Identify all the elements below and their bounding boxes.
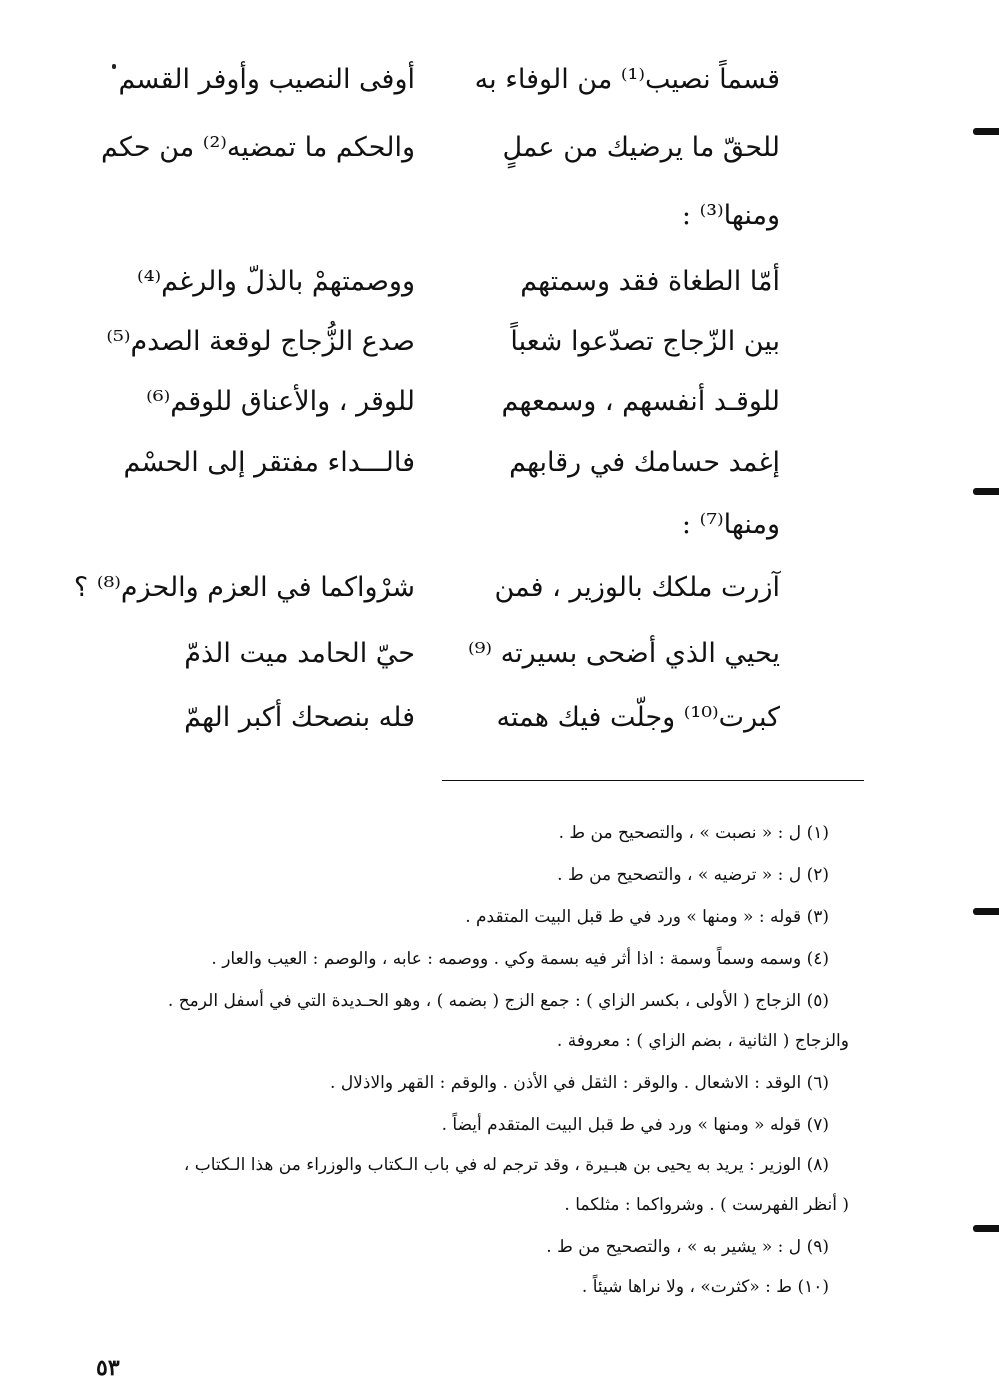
verse-7-first-hemistich: آزرت ملكك بالوزير ، فمن xyxy=(494,572,780,603)
verse-8-second-hemistich: حيّ الحامد ميت الذمّ xyxy=(184,638,415,669)
verse-1-second-hemistich: أوفى النصيب وأوفر القسم xyxy=(118,64,415,95)
footnote-8-continuation: ( أنظر الفهرست ) . وشرواكما : مثلكما . xyxy=(564,1195,849,1215)
verse-5-second-hemistich: للوقر ، والأعناق للوقم⁽⁶⁾ xyxy=(146,386,415,417)
footnote-3: (٣) قوله : « ومنها » ورد في ط قبل البيت المتقدم . xyxy=(465,907,829,927)
section-intro-2: ومنها⁽⁷⁾ : xyxy=(681,509,780,540)
verse-8-first-hemistich: يحيي الذي أضحى بسيرته ⁽⁹⁾ xyxy=(467,638,780,669)
scan-edge-mark xyxy=(973,1225,999,1232)
footnote-10: (١٠) ط : «كثرت» ، ولا نراها شيئاً . xyxy=(581,1277,829,1297)
section-intro-1: ومنها⁽³⁾ : xyxy=(681,200,780,231)
footnote-1: (١) ل : « نصبت » ، والتصحيح من ط . xyxy=(558,823,829,843)
verse-9-first-hemistich: كبرت⁽¹⁰⁾ وجلّت فيك همته xyxy=(496,702,780,733)
footnote-divider xyxy=(442,780,864,781)
footnote-5: (٥) الزجاج ( الأولى ، بكسر الزاي ) : جمع الزج ( بضمه ) ، وهو الحـديدة التي في أسفل الرمح . xyxy=(167,991,829,1011)
verse-2-second-hemistich: والحكم ما تمضيه⁽²⁾ من حكم xyxy=(101,132,415,163)
scan-edge-mark xyxy=(973,128,999,135)
footnote-6: (٦) الوقد : الاشعال . والوقر : الثقل في الأذن . والوقم : القهر والاذلال . xyxy=(330,1073,829,1093)
verse-4-second-hemistich: صدع الزُّجاج لوقعة الصدم⁽⁵⁾ xyxy=(106,326,415,357)
verse-6-first-hemistich: إغمد حسامك في رقابهم xyxy=(509,447,780,478)
verse-3-first-hemistich: أمّا الطغاة فقد وسمتهم xyxy=(520,266,780,297)
scan-edge-mark xyxy=(973,488,999,495)
verse-5-first-hemistich: للوقـد أنفسهم ، وسمعهم xyxy=(501,386,780,417)
verse-9-second-hemistich: فله بنصحك أكبر الهمّ xyxy=(184,702,415,733)
footnote-8: (٨) الوزير : يريد به يحيى بن هبـيرة ، وقد ترجم له في باب الـكتاب والوزراء من هذا الـكتاب ، xyxy=(183,1155,829,1175)
scan-edge-mark xyxy=(973,908,999,915)
verse-7-second-hemistich: شرْواكما في العزم والحزم⁽⁸⁾ ؟ xyxy=(73,572,415,603)
verse-2-first-hemistich: للحقّ ما يرضيك من عملٍ xyxy=(502,132,780,163)
footnote-2: (٢) ل : « ترضيه » ، والتصحيح من ط . xyxy=(557,865,829,885)
footnote-5-continuation: والزجاج ( الثانية ، بضم الزاي ) : معروفة . xyxy=(556,1031,849,1051)
verse-1-first-hemistich: قسماً نصيب⁽¹⁾ من الوفاء به xyxy=(474,64,780,95)
footnote-9: (٩) ل : « يشير به » ، والتصحيح من ط . xyxy=(546,1237,829,1257)
footnote-7: (٧) قوله « ومنها » ورد في ط قبل البيت المتقدم أيضاً . xyxy=(441,1115,829,1135)
footnote-4: (٤) وسمه وسماً وسمة : اذا أثر فيه بسمة وكي . ووصمه : عابه ، والوصم : العيب والعار . xyxy=(211,949,829,969)
ink-speck xyxy=(112,64,116,69)
verse-6-second-hemistich: فالـــداء مفتقر إلى الحسْم xyxy=(123,447,415,478)
verse-4-first-hemistich: بين الزّجاج تصدّعوا شعباً xyxy=(510,326,780,357)
verse-3-second-hemistich: ووصمتهمْ بالذلّ والرغم⁽⁴⁾ xyxy=(137,266,415,297)
page-number: ٥٣ xyxy=(96,1355,120,1381)
